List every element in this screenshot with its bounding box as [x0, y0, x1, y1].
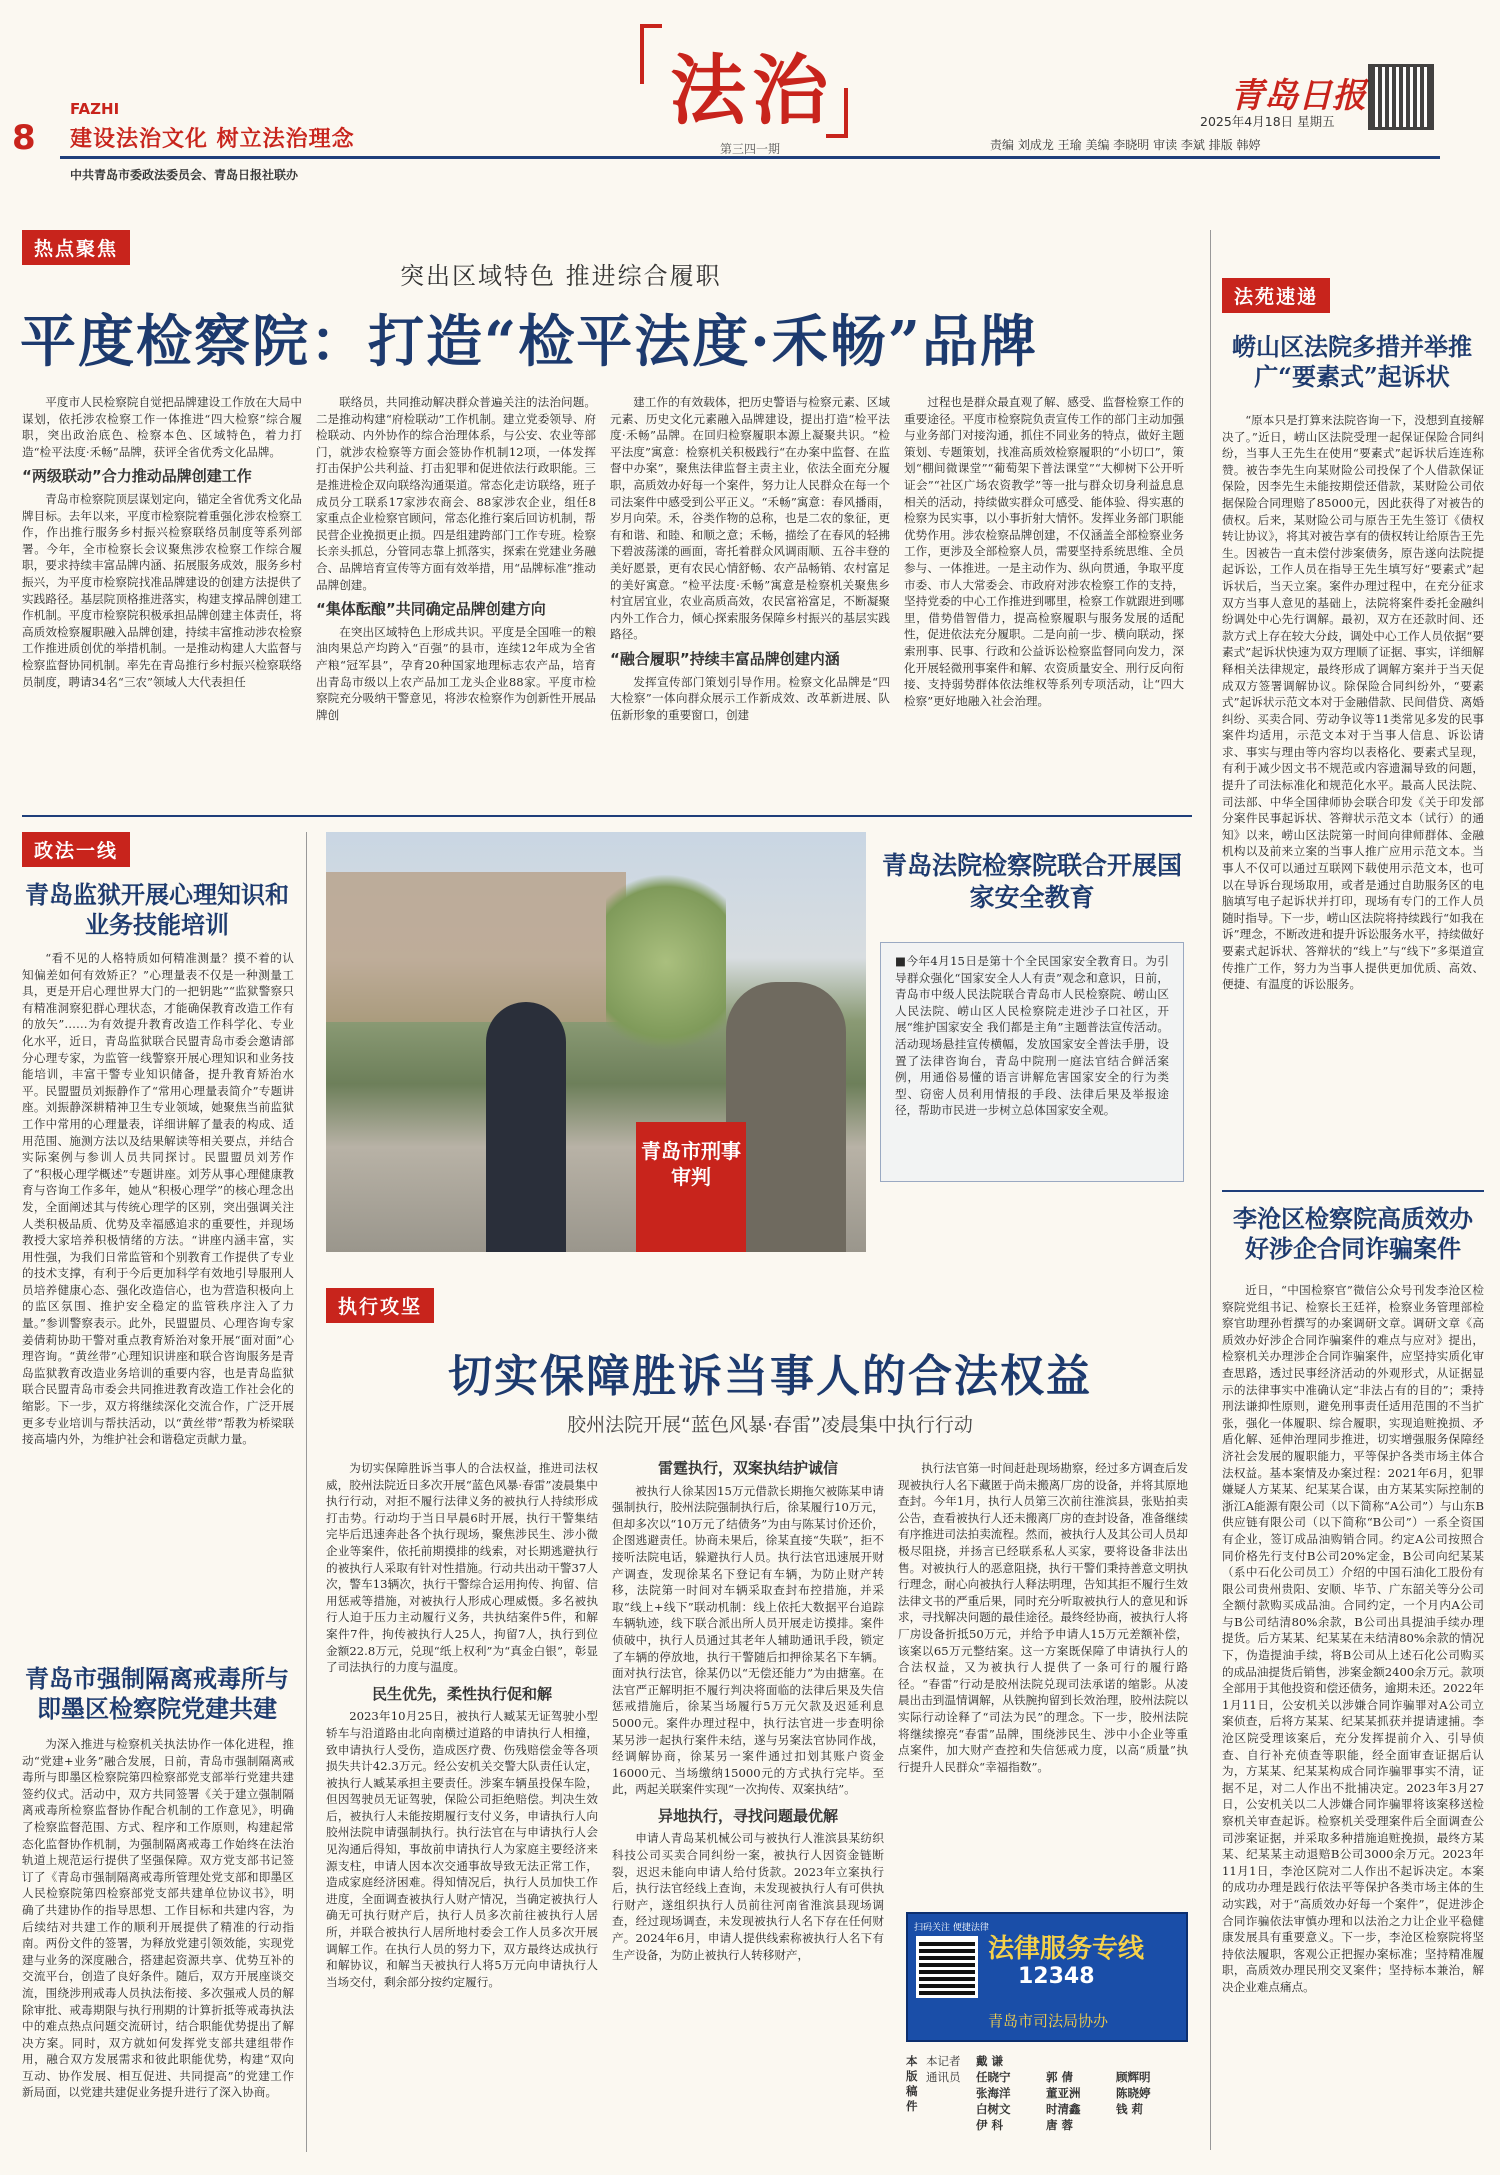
reporters-box [906, 2050, 1188, 2160]
lead-column-2: 联络员，共同推动解决群众普遍关注的法治问题。二是推动构建“府检联动”工作机制。建立党委领导、府检联动、内外协作的综合治理体系，与公安、农业等部门，就涉农检察等方面会签协作机制12项，一体发挥打击保护公共利益、打击犯罪和促进依法行政职能。三是推进检企双向联络沟通渠道。常态化走访联络，班子成员分工联系17家涉农商会、88家涉农企业，组任8家重点企业检察官顾问，常态化推行案后回访机制，帮民营企业挽损更止损。四是组建跨部门工作专班。检察长亲头抓总，分管同志靠上抓落实，探索在党建业务融合、品牌培育宣传等方面有效举措，用“品牌标准”推动品牌创建。 “集体酝酿”共同确定品牌创建方向 在突出区域特色上形成共识。平度是全国唯一的粮油肉果总产均跨入“百强”的县市，连续12年成为全省产粮“冠军县”，孕育20种国家地理标志农产品，培育出青岛市级以上农产品加工龙头企业88家。平度市检察院充分吸纳干警意见，将涉农检察作为创新性开展品牌创 [316, 395, 596, 722]
correspondent-name-4: 张海洋 [976, 2086, 1011, 2100]
left-section-divider [22, 815, 1192, 817]
reporter-name: 戴 谦 [976, 2054, 1004, 2068]
hotline-title: 法律服务专线 [988, 1934, 1145, 1964]
masthead-divider [60, 156, 1440, 159]
qr-code-icon [1368, 64, 1434, 130]
bracket-left-icon [640, 24, 662, 84]
enforcement-headline: 切实保障胜诉当事人的合法权益 [448, 1351, 1092, 1402]
tag-court-express: 法苑速递 [1222, 278, 1330, 313]
correspondent-name-8: 时清鑫 [1046, 2102, 1081, 2116]
tree-shape [606, 852, 726, 1072]
tag-enforcement: 执行攻坚 [326, 1288, 434, 1323]
correspondent-name-2: 郭 倩 [1046, 2070, 1074, 2084]
person-left [486, 1002, 566, 1252]
lead-headline: 平度检察院：打造“检平法度·禾畅”品牌 [20, 309, 1038, 375]
page-number: 8 [12, 118, 36, 158]
hotline-scan-text: 扫码关注 便捷法律 [914, 1923, 989, 1933]
slogan: 建设法治文化 树立法治理念 [70, 126, 355, 152]
enforcement-subhead-2: 民生优先，柔性执行促和解 [371, 1684, 552, 1703]
licang-headline: 李沧区检察院高质效办好涉企合同诈骗案件 [1233, 1204, 1473, 1263]
masthead [0, 0, 1500, 190]
lead-column-1: 平度市人民检察院自觉把品牌建设工作放在大局中谋划，依托涉农检察工作一体推进“四大检察”综合履职，突出政治底色、检察本色、区域特色，着力打造“检平法度·禾畅”品牌，获评全省优秀文化品牌。 “两级联动”合力推动品牌创建工作 青岛市检察院顶层谋划定向，锚定全省优秀文化品牌目标。去年以来，平度市检察院着重强化涉农检察工作，作出推行服务乡村振兴检察联络员制度等系列部署。今年，全市检察长会议聚焦涉农检察工作综合履职，要求持续丰富品牌内涵、拓展服务成效，服务乡村振兴，为平度市检察院找准品牌建设的创建方法提供了实践路径。基层院顶格推进落实，构建支撑品牌创建工作机制。平度市检察院积极承担品牌创建主体责任，将高质效检察履职融入品牌创建，持续丰富推动涉农检察工作推进质创优的举措机制。一是推动构建人大监督与检察监督协同机制。率先在青岛推行乡村振兴检察联络员制度，聘请34名“三农”领域人大代表担任 [22, 395, 302, 689]
enforcement-subhead-3: 异地执行，寻找问题最优解 [657, 1806, 838, 1825]
reporters-label: 本版稿件 [906, 2054, 918, 2113]
correspondent-name-7: 白树文 [976, 2102, 1011, 2116]
lead-subhead-3: “融合履职”持续丰富品牌创建内涵 [610, 649, 840, 668]
section-title: 法治 [670, 46, 834, 135]
enforcement-subhead-1: 雷霆执行，双案执结护诚信 [657, 1460, 838, 1477]
correspondent-name-1: 任晓宁 [976, 2070, 1011, 2084]
reporter-label: 本记者 [926, 2054, 961, 2068]
left-column-divider [306, 832, 307, 2152]
political-line-body: “看不见的人格特质如何精准测量？摸不着的认知偏差如何有效矫正？”心理量表不仅是一种测量工具，更是开启心理世界大门的一把钥匙”“监狱警察只有精准洞察犯群心理状态，才能确保教育改造工作有的放矢”……为有效提升教育改造工作科学化、专业化水平，近日，青岛监狱联合民盟青岛市委会邀请部分心理专家，为监管一线警察开展心理知识和业务技能培训，丰富干警专业知识储备，提升教育矫治水平。民盟盟员刘振静作了“常用心理量表简介”专题讲座。刘振静深耕精神卫生专业领域，她聚焦当前监狱工作中常用的心理量表，详细讲解了量表的构成、适用范围、施测方法以及结果解读等相关要点，并结合实际案例与参训人员共同探讨。民盟盟员刘芳作了“积极心理学概述”专题讲座。刘芳从事心理健康教育与咨询工作多年，她从“积极心理学”的核心理念出发，全面阐述其与传统心理学的区别，突出强调关注人类积极品质、优势及幸福感追求的重要性，并现场教授大家培养积极情绪的方法。“讲座内涵丰富，实用性强，为我们日常监管和个别教育工作提供了专业的技术支撑，有利于今后更加科学有效地引导服刑人员培养健康心态、强化改造信心，也为营造积极向上的监区氛围、推护安全稳定的监管秩序注入了力量。”参训警察表示。此外，民盟盟员、心理咨询专家姜倩莉协助干警对重点教育矫治对象开展“面对面”心理咨询。“黄丝带”心理知识讲座和联合咨询服务是青岛监狱教育改造业务培训的重要内容，也是青岛监狱联合民盟青岛市委会共同推进教育改造工作社会化的缩影。下一步，双方将继续深化交流合作，广泛开展更多专业培训与帮扶活动，以“黄丝带”帮教为桥梁联接高墙内外，为维护社会和谐稳定贡献力量。 [22, 951, 294, 1447]
hotline-qr-icon [916, 1936, 978, 1998]
news-photo [326, 832, 866, 1252]
court-express-headline: 崂山区法院多措并举推广“要素式”起诉状 [1232, 332, 1472, 391]
correspondent-name-6: 陈晓婷 [1116, 2086, 1151, 2100]
issue-number: 第三四一期 [720, 142, 781, 156]
hotline-org: 青岛市司法局协办 [988, 2012, 1109, 2030]
jimo-body: 为深入推进与检察机关执法协作一体化进程，推动“党建+业务”融合发展，日前，青岛市强制隔离戒毒所与即墨区检察院第四检察部党支部举行党建共建签约仪式。活动中，双方共同签署《关于建立强制隔离戒毒所检察监督协作配合机制的工作意见》，明确了检察监督范围、方式、程序和工作原则，构建起常态化监督协作机制，为强制隔离戒毒工作始终在法治轨道上规范运行提供了坚强保障。双方党支部书记签订了《青岛市强制隔离戒毒所管理处党支部和即墨区人民检察院第四检察部党支部共建单位协议书》，明确了共建协作的指导思想、工作目标和共建内容，为后续结对共建工作的顺利开展提供了精准的行动指南。两份文件的签署，为释放党建引领效能，实现党建与业务的深度融合，搭建起资源共享、优势互补的交流平台，创造了良好条件。随后，双方开展座谈交流，围绕涉刑戒毒人员执法衔接、多次强戒人员的解除审批、戒毒期限与执行刑期的计算折抵等戒毒执法中的难点热点问题交流研讨，结合职能优势提出了解决方案。同时，双方就如何发挥党支部共建组带作用，融合双方发展需求和彼此职能优势，构建“双向互动、协作发展、相互促进、共同提高”的党建工作新局面，以党建共建促业务提升进行了深入协商。 [22, 1737, 294, 2100]
tag-political-line: 政法一线 [22, 832, 130, 867]
enforcement-column-1: 为切实保障胜诉当事人的合法权益，推进司法权威，胶州法院近日多次开展“蓝色风暴·春雷”凌晨集中执行行动，对拒不履行法律义务的被执行人持续形成打击势。行动均于当日早晨6时开展，执行干警集结完毕后迅速奔赴各个执行现场，聚焦涉民生、涉小微企业等案件，依托前期摸排的线索，对长期逃避执行的被执行人采取有针对性措施。行动共出动干警37人次，警车13辆次，执行干警综合运用拘传、拘留、信用惩戒等措施，对被执行人形成心理威慑。多名被执行人迫于压力主动履行义务，共执结案件5件，和解案件7件，拘传被执行人25人，拘留7人，执行到位金额22.8万元，兑现“纸上权利”为“真金白银”，彰显了司法执行的力度与温度。 民生优先，柔性执行促和解 2023年10月25日，被执行人臧某无证驾驶小型轿车与沿道路由北向南横过道路的申请执行人相撞，致申请执行人受伤，造成医疗费、伤残赔偿金等各项损失共计42.3万元。经公安机关交警大队责任认定，被执行人臧某承担主要责任。涉案车辆虽投保车险，但因驾驶员无证驾驶，保险公司拒绝赔偿。判决生效后，被执行人未能按期履行支付义务，申请执行人向胶州法院申请强制执行。执行法官在与申请执行人会见沟通后得知，事故前申请执行人为家庭主要经济来源支柱，申请人因本次交通事故导致无法正常工作，造成家庭经济困难。得知情况后，执行人员加快工作进度，全面调查被执行人财产情况，当确定被执行人确无可执行财产后，执行人员多次前往被执行人居所，并联合被执行人居所地村委会工作人员多次开展调解工作。在执行人员的努力下，双方最终达成执行和解协议，和解当天被执行人将5万元向申请执行人当场交付，剩余部分按约定履行。 [326, 1461, 598, 1989]
photo-caption-headline: 青岛法院检察院联合开展国家安全教育 [881, 851, 1182, 912]
sponsors: 中共青岛市委政法委员会、青岛日报社联办 [70, 168, 299, 182]
right-section-divider [1222, 1190, 1484, 1192]
political-line-headline: 青岛监狱开展心理知识和业务技能培训 [25, 880, 289, 939]
court-express-body: “原本只是打算来法院咨询一下，没想到直接解决了。”近日，崂山区法院受理一起保证保险合同纠纷，当事人王先生在使用“要素式”起诉状后连连称赞。被告李先生向某财险公司投保了个人借款保证保险，因李先生未能按期偿还借款，某财险公司依据保险合同理赔了85000元，因此获得了对被告的债权。后来，某财险公司与原告王先生签订《债权转让协议》，将其对被告享有的债权转让给原告王先生。因被告一直未偿付涉案债务，原告遂向法院提起诉讼，工作人员在指导王先生填写好“要素式”起诉状后，当天立案。案件办理过程中，在充分征求双方当事人意见的基础上，法院将案件委托金融纠纷调处中心先行调解。最初，双方在还款时间、还款方式上存在较大分歧，调处中心工作人员依据“要素式”起诉状快速为双方理顺了证据、事实，详细解释相关法律规定，最终形成了调解方案并于当天促成双方签署调解协议。除保险合同纠纷外，“要素式”起诉状示范文本对于金融借款、民间借贷、离婚纠纷、买卖合同、劳动争议等11类常见多发的民事案件均适用，示范文本对于当事人信息、诉讼请求、事实与理由等内容均以表格化、要素式呈现，有利于减少因文书不规范或内容遗漏导致的问题，提升了司法标准化和规范化水平。最高人民法院、司法部、中华全国律师协会联合印发《关于印发部分案件民事起诉状、答辩状示范文本（试行）的通知》以来，崂山区法院第一时间向律师群体、金融机构以及前来立案的当事人推广应用示范文本。当事人不仅可以通过互联网下载使用示范文本，也可以在导诉台现场取用，或者是通过自助服务区的电脑填写电子起诉状并打印，现场有专门的工作人员随时指导。下一步，崂山区法院将持续践行“如我在诉”理念，不断改进和提升诉讼服务水平，持续做好要素式起诉状、答辩状的“线上”与“线下”多渠道宣传推广工作，努力为当事人提供更加优质、高效、便捷、有温度的诉讼服务。 [1222, 413, 1484, 992]
correspondent-name-10: 伊 科 [976, 2118, 1004, 2132]
lead-subhead-2: “集体酝酿”共同确定品牌创建方向 [316, 600, 546, 619]
section-pinyin: FAZHI [70, 100, 120, 118]
lead-column-3: 建工作的有效载体，把历史警语与检察元素、区域元素、历史文化元素融入品牌建设，提出打造“检平法度·禾畅”品牌。在回归检察履职本源上凝聚共识。“检平法度”寓意：检察机关积极践行“在办案中监督、在监督中办案”，聚焦法律监督主责主业，依法全面充分履职，高质效办好每一个案件，努力让人民群众在每一个司法案件中感受到公平正义。“禾畅”寓意：春风播雨，岁月向荣。禾，谷类作物的总称，也是二农的象征，更有和谐、和睦、和顺之意；禾畅，描绘了在春风的轻拂下碧波荡漾的画面，寄托着群众风调雨顺、五谷丰登的美好愿景，更有农民心情舒畅、农产品畅销、农村富足的美好寓意。“检平法度·禾畅”寓意是检察机关聚焦乡村宜居宜业，农业高质高效，农民富裕富足，不断凝聚内外工作合力，倾心探索服务保障乡村振兴的基层实践路径。 “融合履职”持续丰富品牌创建内涵 发挥宣传部门策划引导作用。检察文化品牌是“四大检察”一体向群众展示工作新成效、改革新进展、队伍新形象的重要窗口，创建 [610, 395, 890, 722]
jimo-headline: 青岛市强制隔离戒毒所与即墨区检察院党建共建 [25, 1664, 289, 1723]
enforcement-column-3: 执行法官第一时间赶赴现场勘察，经过多方调查后发现被执行人名下藏匿于尚未搬离厂房的设备，并将其原地查封。今年1月，执行人员第三次前往淮滨县，张贴拍卖公告，查看被执行人还未搬离厂房的查封设备，准备继续有序推进司法拍卖流程。然而，被执行人及其公司人员却极尽阻挠，并扬言已经联系私人买家，要将设备非法出售。对被执行人的恶意阻挠，执行干警们秉持善意文明执行理念，耐心向被执行人释法明理，告知其拒不履行生效法律文书的严重后果，同时充分听取被执行人的意见和诉求，寻找解决问题的最佳途径。最终经协商，被执行人将厂房设备折抵50万元，并给予申请人15万元差额补偿，该案以65万元整结案。这一方案既保障了申请执行人的合法权益，又为被执行人提供了一条可行的履行路径。“春雷”行动是胶州法院兑现司法承诺的缩影。从凌晨出击到温情调解，从铁腕拘留到长效治理，胶州法院以实际行动诠释了“司法为民”的理念。下一步，胶州法院将继续擦亮“春雷”品牌，围绕涉民生、涉中小企业等重点案件，加大财产查控和失信惩戒力度，以高“质量”执行提升人民群众“幸福指数”。 [898, 1461, 1188, 1774]
correspondent-name-9: 钱 莉 [1116, 2102, 1144, 2116]
lead-kicker: 突出区域特色 推进综合履职 [400, 262, 722, 290]
building-shape [326, 872, 626, 1022]
issue-date: 2025年4月18日 星期五 [1200, 114, 1335, 129]
correspondent-label: 通讯员 [926, 2070, 961, 2084]
enforcement-kicker: 胶州法院开展“蓝色风暴·春雷”凌晨集中执行行动 [567, 1414, 973, 1436]
lead-subhead-1: “两级联动”合力推动品牌创建工作 [22, 467, 252, 486]
correspondent-name-5: 董亚洲 [1046, 2086, 1081, 2100]
banner-stand: 青岛市刑事审判 [636, 1122, 746, 1252]
right-column-divider [1210, 230, 1211, 2150]
hotline-ad [906, 1912, 1188, 2042]
staff-line: 责编 刘成龙 王瑜 美编 李晓明 审读 李斌 排版 韩婷 [990, 138, 1261, 152]
photo-caption: ■今年4月15日是第十个全民国家安全教育日。为引导群众强化“国家安全人人有责”观念和意识，日前，青岛市中级人民法院联合青岛市人民检察院、崂山区人民法院、崂山区人民检察院走进沙子口社区，开展“维护国家安全 我们都是主角”主题普法宣传活动。活动现场悬挂宣传横幅，发放国家安全普法手册，设置了法律咨询台，青岛中院刑一庭法官结合鲜活案例，用通俗易懂的语言讲解危害国家安全的行为类型、窃密人员利用情报的手段、法律后果及举报途径，帮助市民进一步树立总体国家安全观。 [880, 942, 1184, 1182]
correspondent-name-11: 唐 蓉 [1046, 2118, 1074, 2132]
bracket-right-icon [826, 88, 848, 138]
enforcement-column-2: 雷霆执行，双案执结护诚信 被执行人徐某因15万元借款长期拖欠被陈某申请强制执行，胶州法院强制执行后，徐某履行10万元，但却多次以“10万元了结债务”为由与陈某讨价还价，企图逃避责任。协商未果后，徐某直接“失联”，拒不接听法院电话，躲避执行人员。执行法官迅速展开财产调查，发现徐某名下登记有车辆，为防止财产转移，法院第一时间对车辆采取查封布控措施，并采取“线上+线下”联动机制：线上依托大数据平台追踪车辆轨迹，线下联合派出所人员开展走访摸排。案件侦破中，执行人员通过其老年人辅助通讯手段，锁定了车辆的停放地，执行干警随后扣押徐某名下车辆。面对执行法官，徐某仍以“无偿还能力”为由搪塞。在法官严正解明拒不履行判决将面临的法律后果及失信惩戒措施后，徐某当场履行5万元欠款及迟延利息5000元。案件办理过程中，执行法官进一步查明徐某另涉一起执行案件未结，遂与另案法官协同作战，经调解协商，徐某另一案件通过扣划其账户资金16000元、当场缴纳15000元的方式执行完毕。至此，两起关联案件实现“一次拘传、双案执结”。 异地执行，寻找问题最优解 申请人青岛某机械公司与被执行人淮滨县某纺织科技公司买卖合同纠纷一案，被执行人因资金链断裂，迟迟未能向申请人给付货款。2023年立案执行后，执行法官经线上查询，未发现被执行人有可供执行财产，遂组织执行人员前往河南省淮滨县现场调查，经过现场调查，未发现被执行人名下存在任何财产。2024年6月，申请人提供线索称被执行人名下有生产设备，为防止被执行人转移财产， [612, 1460, 884, 1962]
tag-hot-focus: 热点聚焦 [22, 230, 130, 265]
newspaper-logo: 青岛日报 [1230, 76, 1366, 116]
correspondent-name-3: 顾辉明 [1116, 2070, 1151, 2084]
lead-column-4: 过程也是群众最直观了解、感受、监督检察工作的重要途径。平度市检察院负责宣传工作的部门主动加强与业务部门对接沟通，抓住不同业务的特点，做好主题策划、专题策划，找准高质效检察履职的“小切口”，策划“棚间微课堂”“葡萄架下普法课堂”“大柳树下公开听证会”“社区广场农资教学”等一批与群众切身利益息息相关的活动，持续做实群众可感受、能体验、得实惠的检察为民实事，以小事折射大情怀。发挥业务部门职能优势作用。涉农检察品牌创建，不仅涵盖全部检察业务工作，更涉及全部检察人员，需要坚持系统思维、全员参与、一体推进。一是主动作为、纵向贯通，争取平度市委、市人大常委会、市政府对涉农检察工作的支持，坚持党委的中心工作推进到哪里，检察工作就跟进到哪里，借势借智借力，提高检察履职与服务发展的适配性，促进依法充分履职。二是向前一步、横向联动，探索刑事、民事、行政和公益诉讼检察监督同向发力，深化开展轻微刑事案件和解、农资质量安全、刑行反向衔接、支持弱势群体依法维权等系列专项活动，让“四大检察”更好地融入社会治理。 [904, 395, 1184, 708]
hotline-number: 12348 [1018, 1964, 1095, 1989]
licang-body: 近日，“中国检察官”微信公众号刊发李沧区检察院党组书记、检察长王廷祥，检察业务管理部检察官助理孙哲撰写的办案调研文章。调研文章《高质效办好涉企合同诈骗案件的难点与应对》提出，检察机关办理涉企合同诈骗案件，应坚持实质化审查思路，透过民事经济活动的外观形式，从证据显示的法律事实中准确认定“非法占有的目的”；秉持刑法谦抑性原则，避免刑事责任适用范围的不当扩张，强化一体履职、综合履职，实现追赃挽损、矛盾化解、延伸治理同步推进，切实增强服务保障经济社会发展的履职能力，平等保护各类市场主体合法权益。基本案情及办案过程：2021年6月，犯罪嫌疑人方某某、纪某某合谋，由方某某实际控制的浙江A能源有限公司（以下简称“A公司”）与山东B供应链有限公司（以下简称“B公司”）一系全资国有企业，签订成品油购销合同。约定A公司按照合同价格先行支付B公司20%定金，B公司向纪某某（系中石化公司员工）介绍的中国石油化工股份有限公司贵州贵阳、安顺、毕节、广东韶关等分公司全额付款购买成品油。合同约定，一个月内A公司与B公司结清80%余款，B公司出具提油手续办理提货。后方某某、纪某某在未结清80%余款的情况下，伪造提油手续，将B公司从上述石化公司购买的成品油提货后销售，涉案金额2400余万元。款项全部用于其他投资和偿还债务，逾期未还。2022年1月11日，公安机关以涉嫌合同诈骗罪对A公司立案侦查，后将方某某、纪某某抓获并提请逮捕。李沧区院受理该案后，充分发挥提前介入、引导侦查、自行补充侦查等职能，经全面审查证据后认为，方某某、纪某某构成合同诈骗罪事实不清，证据不足，对二人作出不批捕决定。2023年3月27日，公安机关以二人涉嫌合同诈骗罪将该案移送检察机关审查起诉。检察机关受理案件后全面调查公司涉案证据，并采取多种措施追赃挽损，最终方某某、纪某某主动退赔B公司3000余万元。2023年11月1日，李沧区院对二人作出不起诉决定。本案的成功办理是践行依法平等保护各类市场主体的生动实践，对于“高质效办好每一个案件”，促进涉企合同诈骗依法审慎办理和以法治之力让企业平稳健康发展具有重要意义。下一步，李沧区检察院将坚持依法履职，客观公正把握办案标准；坚持精准履职，高质效办理民刑交叉案件；坚持标本兼治，解决企业难点痛点。 [1222, 1283, 1484, 1994]
